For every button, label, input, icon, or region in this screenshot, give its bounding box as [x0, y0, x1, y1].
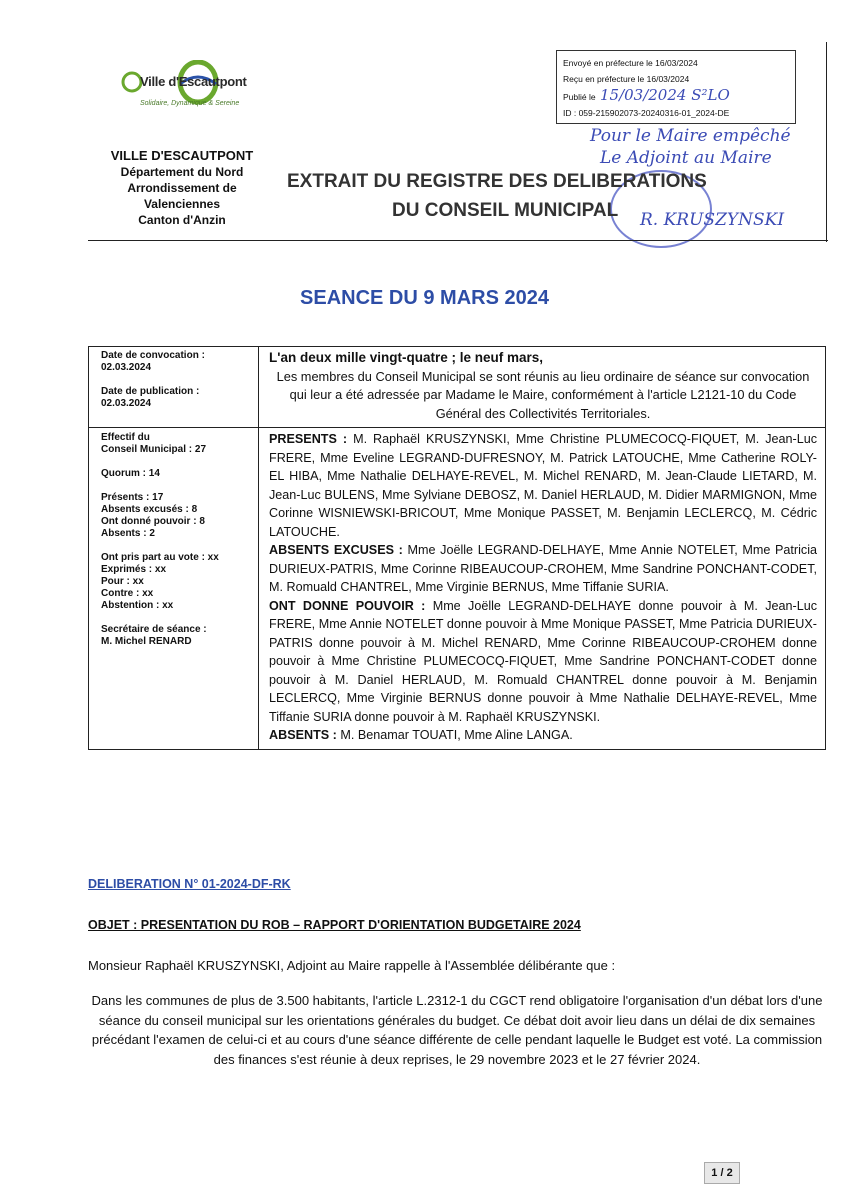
stamp-recu: Reçu en préfecture le 16/03/2024 — [563, 74, 690, 84]
pour-count: Pour : xx — [101, 576, 144, 587]
pouvoir-list — [269, 597, 817, 727]
session-intro-cell — [259, 347, 825, 427]
secretaire-name: M. Michel RENARD — [101, 636, 192, 647]
town-logo — [118, 60, 248, 120]
vote-count: Ont pris part au vote : xx — [101, 552, 219, 563]
presents-list — [269, 430, 817, 541]
publication-date: 02.03.2024 — [101, 398, 152, 409]
stamp-id: ID : 059-215902073-20240316-01_2024-DE — [563, 108, 730, 118]
stamp-envoye: Envoyé en préfecture le 16/03/2024 — [563, 58, 698, 68]
table-row — [89, 347, 825, 428]
canton: Canton d'Anzin — [138, 213, 226, 227]
quorum: Quorum : 14 — [101, 468, 160, 479]
session-table — [88, 346, 826, 750]
body-paragraph-2: Dans les communes de plus de 3.500 habitants, l'article L.2312-1 du CGCT rend obligatoire l'organisation d'un débat lors d'une séance du conseil municipal sur les orientations générales du budget. Ce débat doit avoir lieu dans un délai de dix semaines précédant l'examen de celui-ci et au cours d'une séance différente de celle pendant laquelle le Budget est voté. La commission des finances s'est réunie à deux reprises, le 29 novembre 2023 et le 27 février 2024. — [91, 993, 823, 1067]
page-number: 1 / 2 — [704, 1162, 740, 1184]
seance-title: SEANCE DU 9 MARS 2024 — [300, 287, 549, 309]
pouvoir-text: Mme Joëlle LEGRAND-DELHAYE donne pouvoir à M. Jean-Luc FRERE, Mme Annie NOTELET donne pouvoir à Mme Monique PASSET, Mme Patricia DURIEUX-PATRIS donne pouvoir à M. Michel RENARD, Mme Corinne RIBEAUCOUP-CROHEM donne pouvoir à Mme Christine PLUMECOCQ-FIQUET, Mme Sandrine PONCHANT-CODET donne pouvoir à M. Daniel HERLAUD, M. Romuald CHANTREL donne pouvoir à M. Benjamin LECLERCQ, Mme Virginie BERNUS donne pouvoir à Mme Nathalie DELHAYE-REVEL, Mme Tiffanie SURIA donne pouvoir à M. Raphaël KRUSZYNSKI. — [269, 598, 818, 724]
excuses-label: ABSENTS EXCUSES : — [269, 543, 403, 557]
absents-excuses-count: Absents excusés : 8 — [101, 504, 198, 515]
pouvoir-label: ONT DONNE POUVOIR : — [269, 598, 426, 613]
presents-count: Présents : 17 — [101, 492, 164, 503]
logo-tagline: Solidaire, Dynamique & Sereine — [140, 100, 240, 107]
absents-text: M. Benamar TOUATI, Mme Aline LANGA. — [340, 728, 573, 742]
counts-cell — [89, 428, 259, 749]
document-title-line1: EXTRAIT DU REGISTRE DES DELIBERATIONS — [287, 171, 707, 192]
convocation-label: Date de convocation : — [101, 350, 205, 361]
margin-line — [826, 42, 827, 242]
body-paragraph-1: Monsieur Raphaël KRUSZYNSKI, Adjoint au Maire rappelle à l'Assemblée délibérante que : — [88, 958, 616, 973]
absents-list — [269, 726, 817, 745]
presents-text: M. Raphaël KRUSZYNSKI, Mme Christine PLUMECOCQ-FIQUET, M. Jean-Luc FRERE, Mme Eveline LEGRAND-DUFRESNOY, M. Patrick LATOUCHE, Mme Catherine ROLY-EL HIBA, Mme Nathalie DELHAYE-REVEL, M. Michel RENARD, M. Jean-Claude LIETARD, M. Jean-Luc BULENS, Mme Sylviane DEBOSZ, M. Daniel HERLAUD, M. Didier MARMIGNON, Mme Corinne WISNIEWSKI-BRICOUT, Mme Monique PASSET, M. Benjamin LECLERCQ, M. Cédric LATOUCHE. — [269, 432, 818, 539]
excuses-list — [269, 541, 817, 597]
effectif-value: Conseil Municipal : 27 — [101, 444, 207, 455]
signature-line2: Le Adjoint au Maire — [600, 148, 772, 168]
arrondissement-line2: Valenciennes — [143, 197, 221, 211]
presents-label: PRESENTS : — [269, 432, 348, 446]
town-name: VILLE D'ESCAUTPONT — [110, 148, 254, 163]
attendance-cell — [259, 428, 825, 749]
signature-line1: Pour le Maire empêché — [590, 126, 791, 146]
prefecture-stamp — [556, 50, 796, 124]
absents-label: ABSENTS : — [269, 728, 337, 742]
signature-name: R. KRUSZYNSKI — [640, 210, 785, 230]
excuses-text: Mme Joëlle LEGRAND-DELHAYE, Mme Annie NOTELET, Mme Patricia DURIEUX-PATRIS, Mme Corinne RIBEAUCOUP-CROHEM, Mme Sandrine PONCHANT-CODET, M. Romuald CHANTREL, Mme Virginie BERNUS, Mme Tiffanie SURIA. — [269, 543, 818, 594]
deliberation-number: DELIBERATION N° 01-2024-DF-RK — [88, 877, 291, 891]
pouvoir-count: Ont donné pouvoir : 8 — [101, 516, 205, 527]
header-separator — [88, 240, 828, 241]
logo-emblem-icon — [118, 60, 248, 120]
session-date-line: L'an deux mille vingt-quatre ; le neuf mars, — [269, 350, 544, 365]
logo-text: Ville d'Escautpont — [140, 74, 247, 89]
stamp-publie-label: Publié le — [563, 92, 596, 102]
arrondissement-line1: Arrondissement de — [127, 181, 237, 195]
town-header — [92, 148, 272, 228]
exprimes-count: Exprimés : xx — [101, 564, 167, 575]
publication-label: Date de publication : — [101, 386, 200, 397]
department: Département du Nord — [120, 165, 244, 179]
objet-title: OBJET : PRESENTATION DU ROB – RAPPORT D'ORIENTATION BUDGETAIRE 2024 — [88, 918, 581, 932]
abstention-count: Abstention : xx — [101, 600, 174, 611]
convocation-cell — [89, 347, 259, 427]
table-row — [89, 428, 825, 749]
absents-count: Absents : 2 — [101, 528, 155, 539]
stamp-publie-value: 15/03/2024 S²LO — [599, 86, 730, 104]
contre-count: Contre : xx — [101, 588, 154, 599]
signature-text — [590, 125, 791, 169]
convocation-date: 02.03.2024 — [101, 362, 152, 373]
session-intro-text: Les membres du Conseil Municipal se sont réunis au lieu ordinaire de séance sur convocation qui leur a été adressée par Madame le Maire, conformément à l'article L2121-10 du Code Général des Collectivités Territoriales. — [276, 368, 810, 421]
document-title-line2: DU CONSEIL MUNICIPAL — [392, 200, 619, 221]
secretaire-label: Secrétaire de séance : — [101, 624, 207, 635]
effectif-label: Effectif du — [101, 432, 150, 443]
